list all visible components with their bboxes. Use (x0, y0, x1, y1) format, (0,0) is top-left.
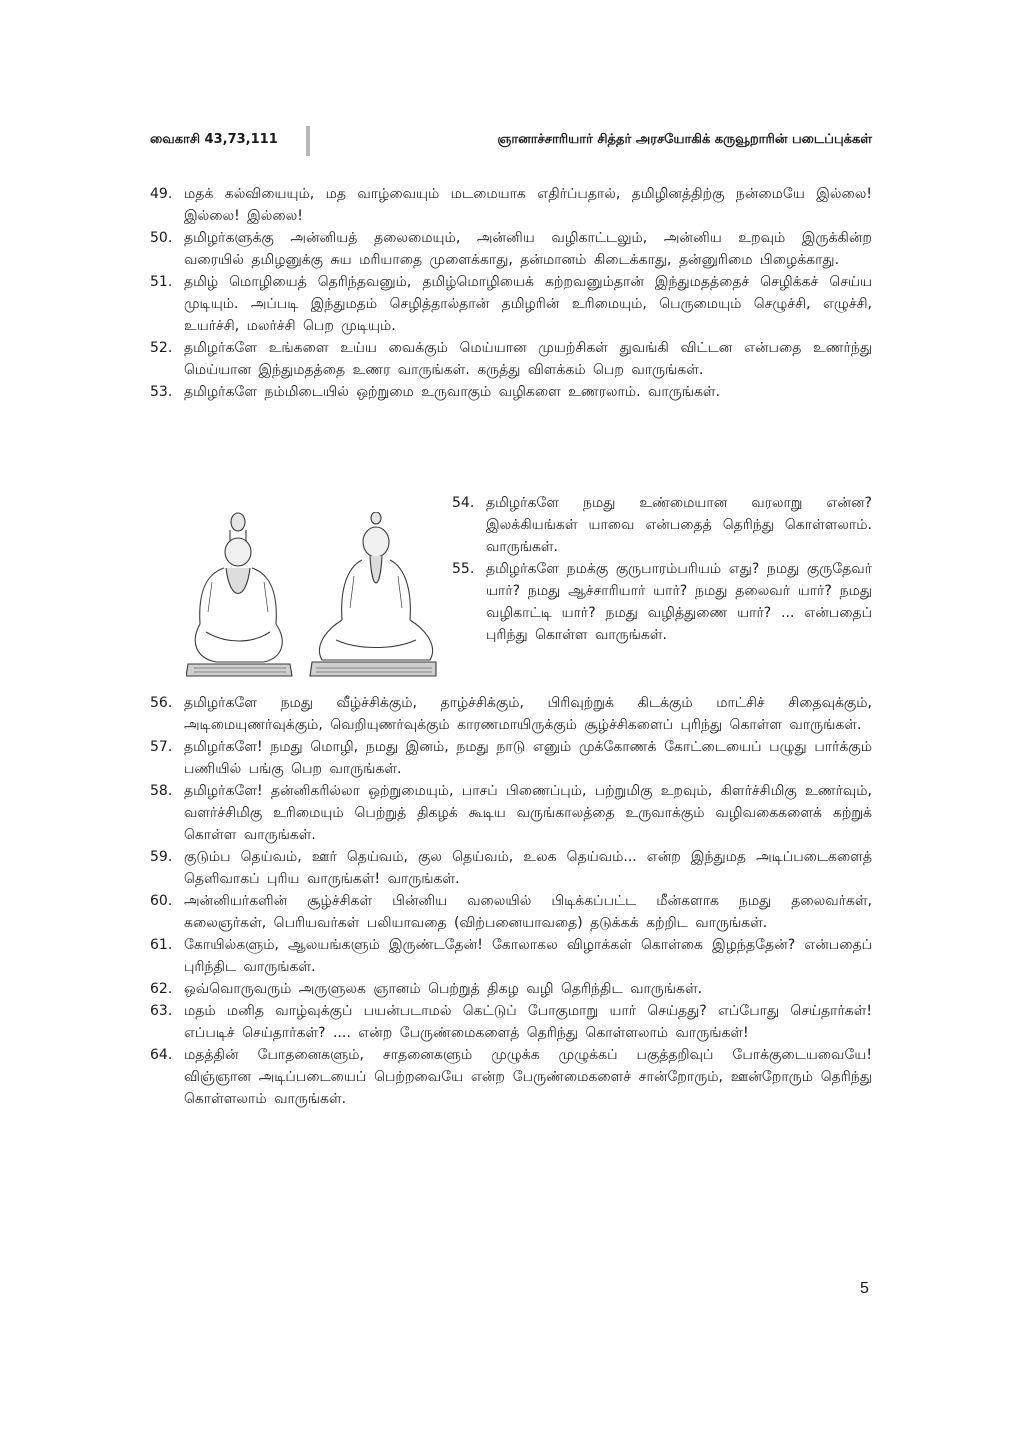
list-item (150, 736, 872, 780)
list-item (452, 492, 872, 558)
numbered-list-middle (452, 492, 872, 646)
item-text: மதத்தின் போதனைகளும், சாதனைகளும் முழுக்க முழுக்கப் பகுத்தறிவுப் போக்குடையவையே! விஞ்ஞான அடிப்படையைப் பெற்றவையே என்ற பேருண்மைகளைச் சான்றோரும், ஊன்றோரும் தெரிந்து கொள்ளலாம் வாருங்கள். (184, 1047, 872, 1107)
list-item (150, 692, 872, 736)
item-number: 61. (150, 937, 173, 953)
list-item (150, 271, 872, 337)
item-text: ஒவ்வொருவரும் அருளுலக ஞானம் பெற்றுத் திகழ வழி தெரிந்திட வாருங்கள். (184, 981, 703, 997)
item-number: 56. (150, 695, 173, 711)
list-item (150, 846, 872, 890)
item-text: கோயில்களும், ஆலயங்களும் இருண்டதேன்! கோலாகல விழாக்கள் கொள்கை இழந்ததேன்? என்பதைப் புரிந்திட வாருங்கள். (184, 937, 872, 975)
item-text: தமிழர்களே! நமது மொழி, நமது இனம், நமது நாடு எனும் முக்கோணக் கோட்டையைப் பழுது பார்க்கும் பணியில் பங்கு பெற வாருங்கள். (184, 739, 872, 777)
item-number: 52. (150, 340, 173, 356)
item-text: தமிழர்களே உங்களை உய்ய வைக்கும் மெய்யான முயற்சிகள் துவங்கி விட்டன என்பதை உணர்ந்து மெய்யான இந்துமதத்தை உணர வாருங்கள். கருத்து விளக்கம் பெற வாருங்கள். (184, 340, 872, 378)
item-text: தமிழ் மொழியைத் தெரிந்தவனும், தமிழ்மொழியைக் கற்றவனும்தான் இந்துமதத்தைச் செழிக்கச் செய்ய முடியும். அப்படி இந்துமதம் செழித்தால்தான் தமிழரின் உரிமையும், பெருமையும் செழுச்சி, எழுச்சி, உயர்ச்சி, மலர்ச்சி பெற முடியும். (184, 274, 872, 334)
right-saint-figure (310, 512, 436, 676)
list-item (150, 890, 872, 934)
item-number: 63. (150, 1003, 173, 1019)
item-text: தமிழர்களே! தன்னிகரில்லா ஒற்றுமையும், பாசப் பிணைப்பும், பற்றுமிகு உறவும், கிளர்ச்சிமிகு உணர்வும், வளர்ச்சிமிகு உரிமையும் பெற்றுத் திகழக் கூடிய வருங்காலத்தை உருவாக்கும் வழிவகைகளைக் கற்றுக் கொள்ள வாருங்கள். (184, 783, 872, 843)
header-date: வைகாசி 43,73,111 (150, 132, 278, 147)
item-number: 53. (150, 384, 173, 400)
item-number: 59. (150, 849, 173, 865)
item-number: 58. (150, 783, 173, 799)
numbered-list-top (150, 183, 872, 403)
list-item (150, 183, 872, 227)
item-text: மதக் கல்வியையும், மத வாழ்வையும் மடமையாக எதிர்ப்பதால், தமிழினத்திற்கு நன்மையே இல்லை! இல்லை! இல்லை! (184, 186, 872, 224)
header-title: ஞானாச்சாரியார் சித்தர் அரசயோகிக் கருவூறாரின் படைப்புக்கள் (497, 132, 872, 147)
item-number: 55. (452, 561, 475, 577)
list-item (150, 780, 872, 846)
item-text: தமிழர்களே நமக்கு குருபாரம்பரியம் எது? நமது குருதேவர் யார்? நமது ஆச்சாரியார் யார்? நமது தலைவர் யார்? நமது வழிகாட்டி யார்? நமது வழித்துணை யார்? ... என்பதைப் புரிந்து கொள்ள வாருங்கள். (486, 561, 872, 643)
list-item (150, 227, 872, 271)
list-item (150, 1000, 872, 1044)
item-number: 51. (150, 274, 173, 290)
numbered-list-bottom (150, 692, 872, 1110)
item-text: அன்னியர்களின் சூழ்ச்சிகள் பின்னிய வலையில் பிடிக்கப்பட்ட மீன்களாக நமது தலைவர்கள், கலைஞர்கள், பெரியவர்கள் பலியாவதை (விற்பனையாவதை) தடுக்கக் கற்றிட வாருங்கள். (184, 893, 872, 931)
item-text: தமிழர்களே நமது வீழ்ச்சிக்கும், தாழ்ச்சிக்கும், பிரிவுற்றுக் கிடக்கும் மாட்சிச் சிதைவுக்கும், அடிமையுணர்வுக்கும், வெறியுணர்வுக்கும் காரணமாயிருக்கும் சூழ்ச்சிகளைப் புரிந்து கொள்ள வாருங்கள். (184, 695, 872, 733)
list-item (150, 337, 872, 381)
item-number: 62. (150, 981, 173, 997)
list-item (150, 934, 872, 978)
item-text: தமிழர்களுக்கு அன்னியத் தலைமையும், அன்னிய வழிகாட்டலும், அன்னிய உறவும் இருக்கின்ற வரையில் தமிழனுக்கு சுய மரியாதை முளைக்காது, தன்மானம் கிடைக்காது, தன்னுரிமை பிழைக்காது. (184, 230, 872, 268)
item-text: குடும்ப தெய்வம், ஊர் தெய்வம், குல தெய்வம், உலக தெய்வம்... என்ற இந்துமத அடிப்படைகளைத் தெளிவாகப் புரிய வாருங்கள்! வாருங்கள். (184, 849, 872, 887)
list-item (150, 1044, 872, 1110)
saints-illustration (186, 512, 438, 680)
left-saint-figure (186, 513, 292, 676)
item-number: 57. (150, 739, 173, 755)
item-text: தமிழர்களே நம்மிடையில் ஒற்றுமை உருவாகும் வழிகளை உணரலாம். வாருங்கள். (184, 384, 721, 400)
item-text: தமிழர்களே நமது உண்மையான வரலாறு என்ன? இலக்கியங்கள் யாவை என்பதைத் தெரிந்து கொள்ளலாம். வாருங்கள். (486, 495, 872, 555)
page-number: 5 (860, 1280, 869, 1297)
item-number: 60. (150, 893, 173, 909)
list-item (150, 978, 872, 1000)
list-item (150, 381, 872, 403)
list-item (452, 558, 872, 646)
item-number: 54. (452, 495, 475, 511)
page-header (150, 126, 872, 156)
header-divider (306, 126, 310, 156)
item-number: 49. (150, 186, 173, 202)
item-text: மதம் மனித வாழ்வுக்குப் பயன்படாமல் கெட்டுப் போகுமாறு யார் செய்தது? எப்போது செய்தார்கள்! எப்படிச் செய்தார்கள்? .... என்ற பேருண்மைகளைத் தெரிந்து கொள்ளலாம் வாருங்கள்! (184, 1003, 872, 1041)
item-number: 64. (150, 1047, 173, 1063)
item-number: 50. (150, 230, 173, 246)
